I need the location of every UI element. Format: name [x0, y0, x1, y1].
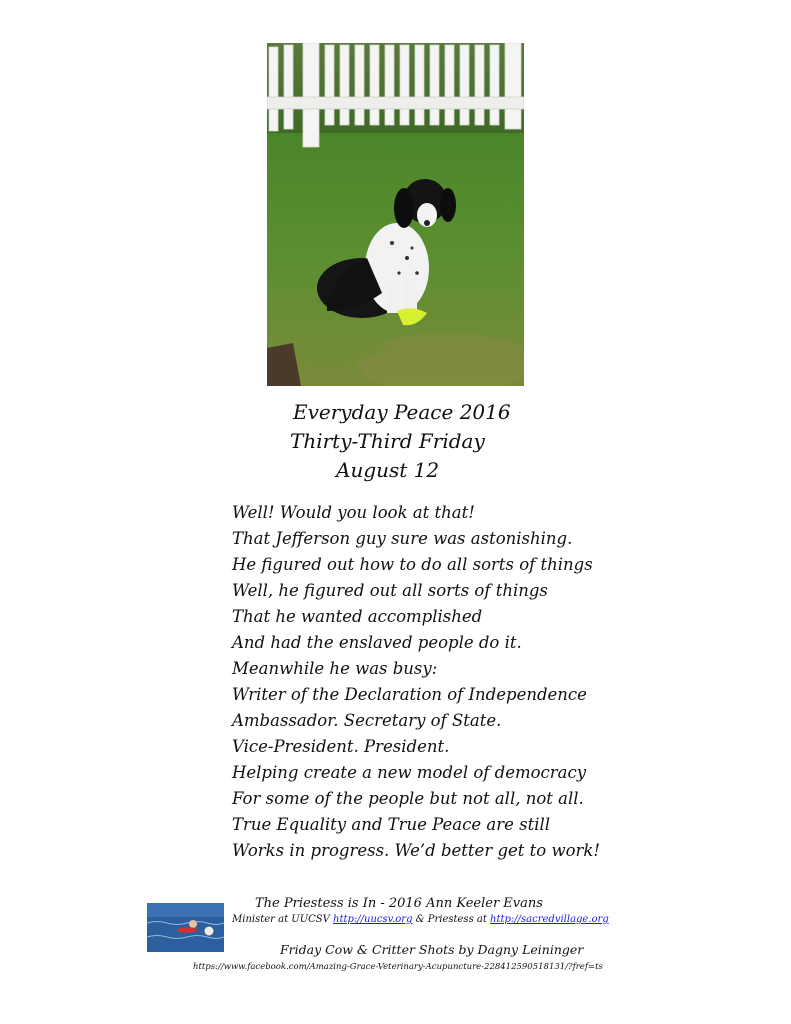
affiliation-line [232, 914, 609, 925]
poem-line: Well, he figured out all sorts of things [232, 581, 548, 600]
facebook-url: https://www.facebook.com/Amazing-Grace-Veterinary-Acupuncture-228412590518131/?fref=ts [193, 962, 603, 972]
poem-line: Helping create a new model of democracy [232, 763, 587, 782]
poem [232, 500, 632, 864]
poem-line: That he wanted accomplished [232, 607, 483, 626]
minister-label: Minister at UUCSV [232, 914, 334, 925]
credit-line: The Priestess is In - 2016 Ann Keeler Evans [255, 896, 543, 911]
title-date: August 12 [336, 458, 440, 482]
poem-line: Ambassador. Secretary of State. [232, 711, 502, 730]
poem-line: And had the enslaved people do it. [232, 633, 522, 652]
critter-credit: Friday Cow & Critter Shots by Dagny Leininger [280, 942, 584, 957]
priestess-label: & Priestess at [412, 914, 491, 925]
poem-line: He figured out how to do all sorts of things [232, 555, 593, 574]
poem-line: Writer of the Declaration of Independence [232, 685, 587, 704]
poem-line: Vice-President. President. [232, 737, 450, 756]
swimmer-thumbnail [147, 903, 224, 952]
sacredvillage-link[interactable]: http://sacredvillage.org [490, 914, 609, 925]
poem-line: Meanwhile he was busy: [232, 659, 438, 678]
poem-line: For some of the people but not all, not all. [232, 789, 584, 808]
title-line-2: Thirty-Third Friday [290, 429, 485, 453]
title-line-1: Everyday Peace 2016 [293, 400, 511, 424]
uucsv-link[interactable]: http://uucsv.org [333, 914, 413, 925]
poem-line: Works in progress. We’d better get to work! [232, 841, 601, 860]
dog-photo [267, 43, 524, 386]
poem-line: Well! Would you look at that! [232, 503, 475, 522]
title-block [260, 398, 520, 485]
poem-line: True Equality and True Peace are still [232, 815, 551, 834]
poem-line: That Jefferson guy sure was astonishing. [232, 529, 573, 548]
